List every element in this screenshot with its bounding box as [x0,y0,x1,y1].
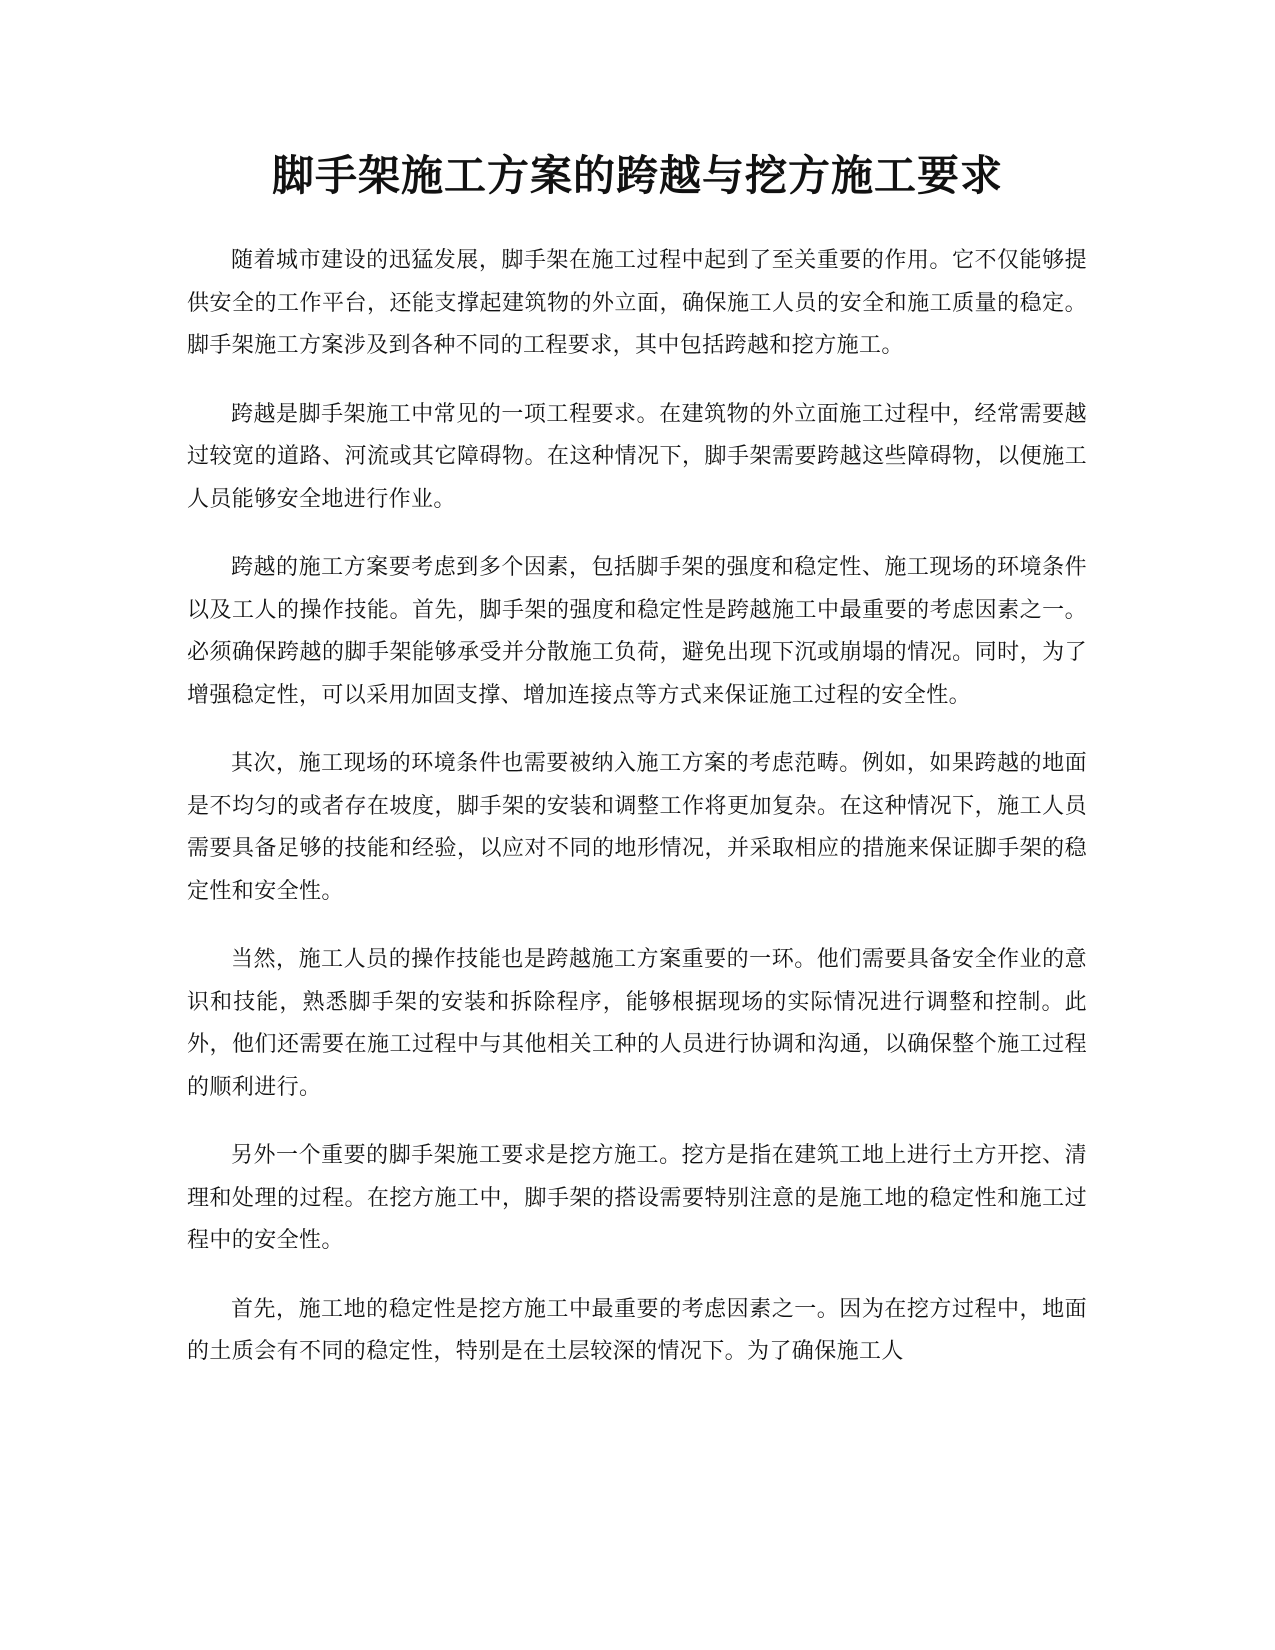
document-body [187,240,1087,1400]
paragraph-7: 首先，施工地的稳定性是挖方施工中最重要的考虑因素之一。因为在挖方过程中，地面的土质会有不同的稳定性，特别是在土层较深的情况下。为了确保施工人 [187,1296,1087,1364]
paragraph-2: 跨越是脚手架施工中常见的一项工程要求。在建筑物的外立面施工过程中，经常需要越过较宽的道路、河流或其它障碍物。在这种情况下，脚手架需要跨越这些障碍物，以便施工人员能够安全地进行作业。 [187,401,1087,512]
paragraph-5: 当然，施工人员的操作技能也是跨越施工方案重要的一环。他们需要具备安全作业的意识和技能，熟悉脚手架的安装和拆除程序，能够根据现场的实际情况进行调整和控制。此外，他们还需要在施工过程中与其他相关工种的人员进行协调和沟通，以确保整个施工过程的顺利进行。 [187,947,1087,1100]
document-title: 脚手架施工方案的跨越与挖方施工要求 [271,151,1003,200]
paragraph-6: 另外一个重要的脚手架施工要求是挖方施工。挖方是指在建筑工地上进行土方开挖、清理和处理的过程。在挖方施工中，脚手架的搭设需要特别注意的是施工地的稳定性和施工过程中的安全性。 [187,1143,1087,1253]
paragraph-4: 其次，施工现场的环境条件也需要被纳入施工方案的考虑范畴。例如，如果跨越的地面是不均匀的或者存在坡度，脚手架的安装和调整工作将更加复杂。在这种情况下，施工人员需要具备足够的技能和经验，以应对不同的地形情况，并采取相应的措施来保证脚手架的稳定性和安全性。 [187,751,1087,904]
paragraph-1: 随着城市建设的迅猛发展，脚手架在施工过程中起到了至关重要的作用。它不仅能够提供安全的工作平台，还能支撑起建筑物的外立面，确保施工人员的安全和施工质量的稳定。脚手架施工方案涉及到各种不同的工程要求，其中包括跨越和挖方施工。 [187,248,1087,358]
paragraph-3: 跨越的施工方案要考虑到多个因素，包括脚手架的强度和稳定性、施工现场的环境条件以及工人的操作技能。首先，脚手架的强度和稳定性是跨越施工中最重要的考虑因素之一。必须确保跨越的脚手架能够承受并分散施工负荷，避免出现下沉或崩塌的情况。同时，为了增强稳定性，可以采用加固支撑、增加连接点等方式来保证施工过程的安全性。 [187,555,1087,708]
